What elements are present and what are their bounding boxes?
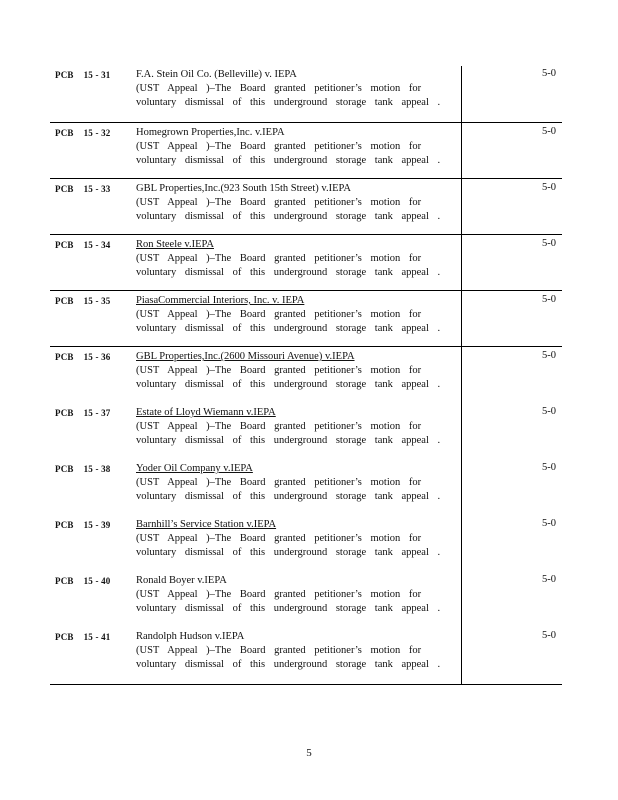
docket-id: 15 - 34 — [83, 240, 111, 250]
case-summary-line: voluntary dismissal of this underground storage tank appeal . — [136, 379, 441, 390]
vote-count: 5-0 — [542, 68, 556, 79]
vote-count: 5-0 — [542, 182, 556, 193]
case-summary-line: (UST Appeal )–The Board granted petitioner’s motion for — [136, 589, 422, 600]
docket-id: 15 - 38 — [83, 464, 111, 474]
vote-count: 5-0 — [542, 238, 556, 249]
case-title: GBL Properties,Inc.(2600 Missouri Avenue) v.IEPA — [136, 351, 355, 362]
page-number: 5 — [306, 747, 312, 759]
docket-number — [55, 408, 111, 418]
case-description — [136, 406, 441, 448]
docket-number — [55, 632, 111, 642]
docket-number — [55, 240, 111, 250]
case-summary-line: (UST Appeal )–The Board granted petitioner’s motion for — [136, 421, 422, 432]
case-title: Randolph Hudson v.IEPA — [136, 631, 245, 642]
docket-id: 15 - 33 — [83, 184, 111, 194]
case-summary-line: voluntary dismissal of this underground storage tank appeal . — [136, 155, 441, 166]
row-separator — [50, 290, 562, 291]
case-summary-line: (UST Appeal )–The Board granted petitioner’s motion for — [136, 365, 422, 376]
case-title: Barnhill’s Service Station v.IEPA — [136, 519, 277, 530]
docket-prefix: PCB — [55, 296, 74, 306]
case-summary-line: voluntary dismissal of this underground storage tank appeal . — [136, 491, 441, 502]
table-bottom-rule — [50, 684, 562, 685]
case-row — [50, 572, 562, 628]
case-title: Estate of Lloyd Wiemann v.IEPA — [136, 407, 276, 418]
case-summary-line: voluntary dismissal of this underground storage tank appeal . — [136, 211, 441, 222]
case-summary-line: voluntary dismissal of this underground storage tank appeal . — [136, 267, 441, 278]
case-description — [136, 462, 441, 504]
case-title: PiasaCommercial Interiors, Inc. v. IEPA — [136, 295, 305, 306]
case-description — [136, 238, 441, 280]
case-description — [136, 574, 441, 616]
case-row — [50, 236, 562, 292]
case-summary-line: voluntary dismissal of this underground storage tank appeal . — [136, 323, 441, 334]
case-summary-line: (UST Appeal )–The Board granted petitioner’s motion for — [136, 533, 422, 544]
docket-id: 15 - 32 — [83, 128, 111, 138]
case-summary-line: voluntary dismissal of this underground storage tank appeal . — [136, 659, 441, 670]
vote-count: 5-0 — [542, 294, 556, 305]
case-summary-line: (UST Appeal )–The Board granted petitioner’s motion for — [136, 253, 422, 264]
case-description — [136, 350, 441, 392]
row-separator — [50, 346, 562, 347]
case-summary-line: voluntary dismissal of this underground storage tank appeal . — [136, 97, 441, 108]
case-summary-line: (UST Appeal )–The Board granted petitioner’s motion for — [136, 477, 422, 488]
docket-number — [55, 184, 111, 194]
row-separator — [50, 178, 562, 179]
vote-count: 5-0 — [542, 630, 556, 641]
row-separator — [50, 122, 562, 123]
vote-count: 5-0 — [542, 406, 556, 417]
docket-number — [55, 352, 111, 362]
case-row — [50, 124, 562, 180]
case-summary-line: (UST Appeal )–The Board granted petitioner’s motion for — [136, 141, 422, 152]
case-summary-line: (UST Appeal )–The Board granted petitioner’s motion for — [136, 645, 422, 656]
case-title: Ronald Boyer v.IEPA — [136, 575, 227, 586]
case-description — [136, 294, 441, 336]
docket-id: 15 - 36 — [83, 352, 111, 362]
docket-number — [55, 128, 111, 138]
docket-prefix: PCB — [55, 184, 74, 194]
docket-prefix: PCB — [55, 240, 74, 250]
case-summary-line: voluntary dismissal of this underground storage tank appeal . — [136, 547, 441, 558]
case-summary-line: (UST Appeal )–The Board granted petitioner’s motion for — [136, 197, 422, 208]
case-summary-line: (UST Appeal )–The Board granted petitioner’s motion for — [136, 83, 422, 94]
docket-id: 15 - 40 — [83, 576, 111, 586]
case-title: GBL Properties,Inc.(923 South 15th Street) v.IEPA — [136, 183, 351, 194]
vote-count: 5-0 — [542, 126, 556, 137]
case-description — [136, 182, 441, 224]
docket-prefix: PCB — [55, 352, 74, 362]
row-separator — [50, 234, 562, 235]
case-row — [50, 404, 562, 460]
case-title: Ron Steele v.IEPA — [136, 239, 214, 250]
case-row — [50, 348, 562, 404]
case-title: F.A. Stein Oil Co. (Belleville) v. IEPA — [136, 69, 297, 80]
case-row — [50, 516, 562, 572]
case-summary-line: (UST Appeal )–The Board granted petitioner’s motion for — [136, 309, 422, 320]
case-summary-line: voluntary dismissal of this underground storage tank appeal . — [136, 603, 441, 614]
case-description — [136, 518, 441, 560]
case-title: Yoder Oil Company v.IEPA — [136, 463, 253, 474]
docket-prefix: PCB — [55, 408, 74, 418]
docket-number — [55, 464, 111, 474]
docket-number — [55, 296, 111, 306]
case-description — [136, 68, 441, 110]
docket-prefix: PCB — [55, 70, 74, 80]
case-row — [50, 66, 562, 122]
docket-prefix: PCB — [55, 464, 74, 474]
docket-id: 15 - 37 — [83, 408, 111, 418]
case-description — [136, 630, 441, 672]
docket-number — [55, 576, 111, 586]
vote-count: 5-0 — [542, 518, 556, 529]
docket-prefix: PCB — [55, 128, 74, 138]
case-row — [50, 460, 562, 516]
case-row — [50, 180, 562, 236]
docket-prefix: PCB — [55, 576, 74, 586]
docket-id: 15 - 35 — [83, 296, 111, 306]
docket-number — [55, 70, 111, 80]
case-description — [136, 126, 441, 168]
case-title: Homegrown Properties,Inc. v.IEPA — [136, 127, 285, 138]
docket-number — [55, 520, 111, 530]
docket-id: 15 - 39 — [83, 520, 111, 530]
case-row — [50, 292, 562, 348]
vote-count: 5-0 — [542, 350, 556, 361]
vote-count: 5-0 — [542, 574, 556, 585]
case-summary-line: voluntary dismissal of this underground storage tank appeal . — [136, 435, 441, 446]
docket-prefix: PCB — [55, 632, 74, 642]
vote-count: 5-0 — [542, 462, 556, 473]
docket-prefix: PCB — [55, 520, 74, 530]
case-row — [50, 628, 562, 684]
docket-id: 15 - 31 — [83, 70, 111, 80]
docket-id: 15 - 41 — [83, 632, 111, 642]
